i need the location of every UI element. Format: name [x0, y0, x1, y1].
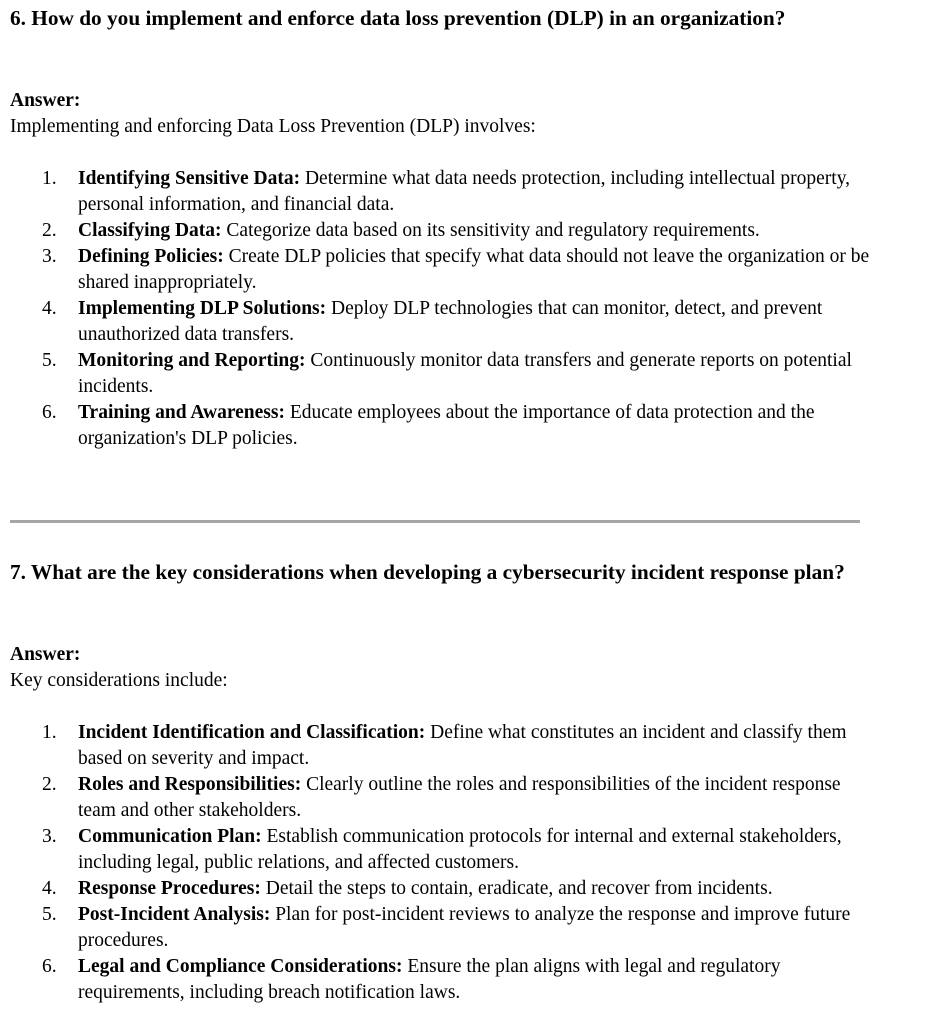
list-number: 5.: [42, 350, 57, 371]
list-item: [10, 720, 870, 772]
item-title: Implementing DLP Solutions:: [78, 298, 327, 319]
list-item: [10, 244, 870, 296]
list-number: 4.: [42, 298, 57, 319]
item-text: Clearly outline the roles and responsibilities of the incident response team and other stakeholders.: [78, 774, 841, 821]
item-text: Deploy DLP technologies that can monitor, detect, and prevent unauthorized data transfers.: [78, 298, 823, 345]
item-title: Legal and Compliance Considerations:: [78, 956, 403, 977]
item-text: Categorize data based on its sensitivity and regulatory requirements.: [221, 220, 760, 241]
list-item: [10, 166, 870, 218]
question-6-heading: 6. How do you implement and enforce data loss prevention (DLP) in an organization?: [10, 6, 786, 30]
list-number: 2.: [42, 220, 57, 241]
list-item: [10, 400, 870, 452]
item-text: Educate employees about the importance of data protection and the organization's DLP policies.: [78, 402, 815, 449]
list-number: 6.: [42, 402, 57, 423]
list-item: [10, 902, 870, 954]
list-number: 3.: [42, 246, 57, 267]
item-title: Communication Plan:: [78, 826, 262, 847]
list-item: [10, 348, 870, 400]
list-number: 5.: [42, 904, 57, 925]
list-item: [10, 876, 870, 902]
answer-intro: Implementing and enforcing Data Loss Prevention (DLP) involves:: [10, 116, 536, 137]
item-title: Classifying Data:: [78, 220, 222, 241]
list-item: [10, 218, 870, 244]
item-title: Roles and Responsibilities:: [78, 774, 302, 795]
incident-response-considerations-list: [10, 720, 870, 1006]
item-text: Ensure the plan aligns with legal and regulatory requirements, including breach notification laws.: [78, 956, 781, 1003]
answer-7-block: [10, 642, 228, 694]
list-item: [10, 824, 870, 876]
item-title: Defining Policies:: [78, 246, 224, 267]
item-text: Detail the steps to contain, eradicate, and recover from incidents.: [260, 878, 773, 899]
item-text: Plan for post-incident reviews to analyze the response and improve future procedures.: [78, 904, 851, 951]
item-title: Response Procedures:: [78, 878, 261, 899]
list-number: 1.: [42, 168, 57, 189]
list-number: 4.: [42, 878, 57, 899]
item-title: Incident Identification and Classification:: [78, 722, 426, 743]
item-text: Create DLP policies that specify what data should not leave the organization or be shared inappropriately.: [78, 246, 870, 293]
list-number: 2.: [42, 774, 57, 795]
item-text: Determine what data needs protection, including intellectual property, personal information, and financial data.: [78, 168, 851, 215]
question-7-heading: 7. What are the key considerations when developing a cybersecurity incident response plan?: [10, 560, 845, 584]
item-text: Define what constitutes an incident and classify them based on severity and impact.: [78, 722, 847, 769]
list-item: [10, 954, 870, 1006]
list-number: 1.: [42, 722, 57, 743]
answer-intro: Key considerations include:: [10, 670, 228, 691]
list-number: 3.: [42, 826, 57, 847]
dlp-steps-list: [10, 166, 870, 452]
list-item: [10, 296, 870, 348]
item-title: Training and Awareness:: [78, 402, 285, 423]
list-item: [10, 772, 870, 824]
item-title: Identifying Sensitive Data:: [78, 168, 301, 189]
answer-label: Answer:: [10, 644, 81, 665]
item-text: Establish communication protocols for internal and external stakeholders, including legal, public relations, and affected customers.: [78, 826, 842, 873]
item-text: Continuously monitor data transfers and generate reports on potential incidents.: [78, 350, 852, 397]
answer-6-block: [10, 88, 536, 140]
section-divider: [10, 520, 860, 523]
item-title: Post-Incident Analysis:: [78, 904, 271, 925]
answer-label: Answer:: [10, 90, 81, 111]
item-title: Monitoring and Reporting:: [78, 350, 306, 371]
list-number: 6.: [42, 956, 57, 977]
